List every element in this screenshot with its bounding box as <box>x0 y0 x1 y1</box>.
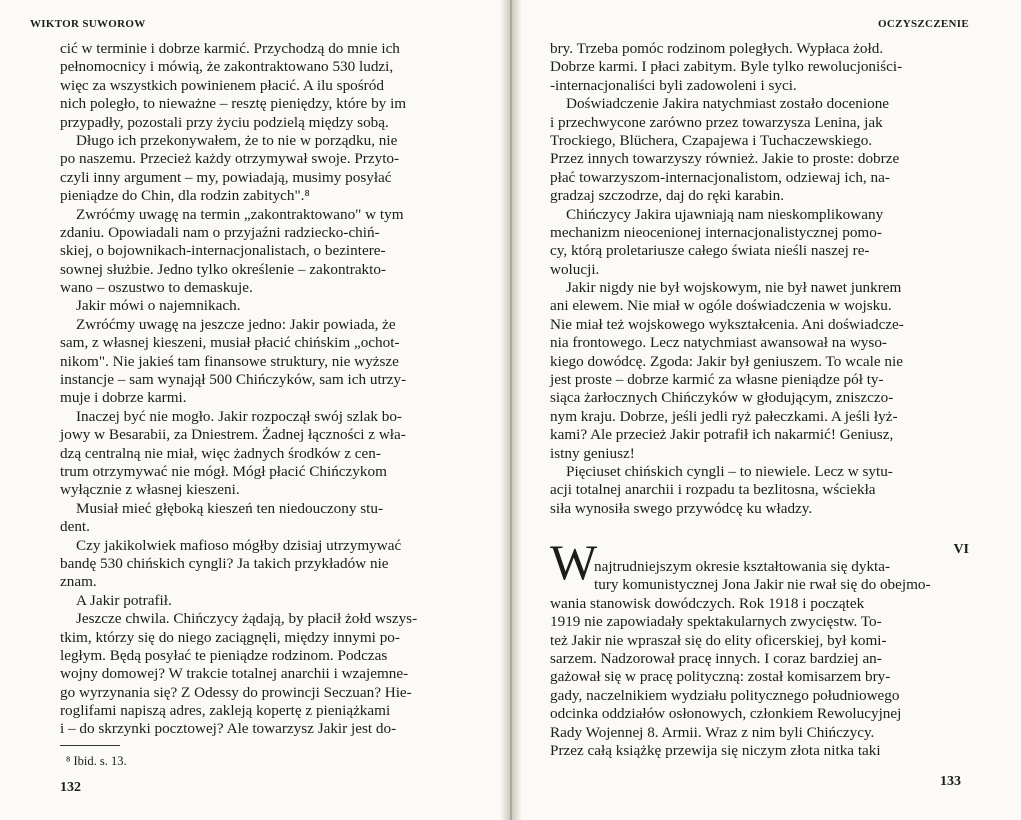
text-line: A Jakir potrafił. <box>76 591 172 609</box>
chapter-text-line: gażował się w pracę polityczną: został komisarzem bry- <box>550 668 891 686</box>
text-line: bandę 530 chińskich cyngli? Ja takich przykładów nie <box>60 554 389 572</box>
text-line: więc za wszystkich powinienem płacić. A ilu spośród <box>60 76 384 94</box>
drop-cap: W <box>550 534 598 590</box>
text-line: pieniądze do Chin, dla rodzin zabitych".⁸ <box>60 187 310 205</box>
text-line: trum otrzymywać nie mógł. Mógł płacić Chińczykom <box>60 462 387 480</box>
text-line: Zwróćmy uwagę na termin „zakontraktowano" w tym <box>76 205 404 223</box>
text-line: znam. <box>60 573 97 591</box>
text-line: roglifami napiszą adres, zakleją kopertę z pieniążkami <box>60 702 391 720</box>
chapter-number: VI <box>953 542 969 557</box>
text-line: czyli inny argument – my, powiadają, musimy posyłać <box>60 168 392 186</box>
page-number-left: 132 <box>60 780 81 795</box>
text-line: po naszemu. Przecież każdy otrzymywał swoje. Przyto- <box>60 150 400 168</box>
page-number-right: 133 <box>940 774 961 789</box>
text-line: przypadły, pozostali przy życiu podzielą między sobą. <box>60 113 389 131</box>
text-line: sownej służbie. Jedno tylko określenie – zakontrakto- <box>60 260 387 278</box>
running-head-title: OCZYSZCZENIE <box>877 18 969 30</box>
text-line: jowy w Besarabii, za Dniestrem. Żadnej łączności z wła- <box>60 426 406 444</box>
text-line: instancje – sam wynajął 500 Chińczyków, sam ich utrzy- <box>60 371 407 389</box>
text-line: nym kraju. Dobrze, jeśli jedli ryż pałeczkami. A jeśli łyż- <box>550 407 898 425</box>
text-line: Zwróćmy uwagę na jeszcze jedno: Jakir powiada, że <box>76 315 396 333</box>
text-line: skiej, o bojownikach-internacjonalistach, o bezintere- <box>60 242 386 260</box>
text-line: Nie miał też wojskowego wykształcenia. Ani doświadcze- <box>550 315 904 333</box>
text-line: i – do skrzynki pocztowej? Ale towarzysz Jakir jest do- <box>60 720 397 738</box>
text-line: cić w terminie i dobrze karmić. Przychodzą do mnie ich <box>60 40 400 57</box>
text-line: nia frontowego. Lecz natychmiast awansował na wyso- <box>550 334 887 352</box>
chapter-text-line: też Jakir nie wpraszał się do elity oficerskiej, był komi- <box>550 631 887 649</box>
text-line: cy, którą proletariusze całego świata nieśli naszej re- <box>550 242 870 260</box>
text-line: Doświadczenie Jakira natychmiast zostało docenione <box>566 95 890 113</box>
text-line: wano – oszustwo to demaskuje. <box>60 279 253 297</box>
text-line: Jeszcze chwila. Chińczycy żądają, by płacił żołd wszys- <box>76 610 418 628</box>
text-line: ani elewem. Nie miał w ogóle doświadczenia w wojsku. <box>550 297 892 315</box>
text-line: siąca żarłocznych Chińczyków w głodującym, zniszczo- <box>550 389 894 407</box>
chapter-text-line: wania stanowisk dowódczych. Rok 1918 i początek <box>550 594 865 612</box>
text-line: istny geniusz! <box>550 444 635 462</box>
footnote-divider <box>60 745 120 746</box>
text-line: tkim, którzy się do niego zaciągnęli, między innymi po- <box>60 628 400 646</box>
text-line: dent. <box>60 518 90 536</box>
text-line: Trockiego, Blüchera, Czapajewa i Tuchaczewskiego. <box>550 131 873 149</box>
text-line: wojny domowej? W trakcie totalnej anarchii i wzajemne- <box>60 665 409 683</box>
text-line: nikom". Nie jakieś tam finansowe struktury, nie wyższe <box>60 352 399 370</box>
text-line: Dobrze karmi. I płaci zabitym. Byle tylko rewolucjoniści- <box>550 58 903 76</box>
footnote: ⁸ Ibid. s. 13. <box>66 754 127 768</box>
book-gutter <box>500 0 522 820</box>
text-line: acji totalnej anarchii i rozpadu ta bezlitosna, wściekła <box>550 481 876 499</box>
text-line: siła wynosiła swego przywódcę ku władzy. <box>550 499 813 517</box>
left-page-body <box>60 40 470 739</box>
text-line: Pięciuset chińskich cyngli – to niewiele. Lecz w sytu- <box>566 462 893 480</box>
text-line: Jakir nigdy nie był wojskowym, nie był nawet junkrem <box>566 279 902 297</box>
chapter-opening <box>550 534 970 760</box>
chapter-text-line: Rady Wojennej 8. Armii. Wraz z nim byli Chińczycy. <box>550 723 875 741</box>
text-line: Chińczycy Jakira ujawniają nam nieskomplikowany <box>566 205 884 223</box>
running-head-author: WIKTOR SUWOROW <box>30 18 146 30</box>
chapter-text-line: tury komunistycznej Jona Jakir nie rwał się do obejmo- <box>594 576 931 594</box>
text-line: gradzaj szczodrze, daj do ręki karabin. <box>550 187 785 205</box>
text-line: kami? Ale przecież Jakir potrafił ich nakarmić! Geniusz, <box>550 426 894 444</box>
chapter-text-line: odcinka oddziałów osłonowych, członkiem Rewolucyjnej <box>550 705 902 723</box>
chapter-text-line: Przez całą książkę przewija się niczym złota nitka taki <box>550 741 881 759</box>
text-line: i przechwycone zarówno przez towarzysza Lenina, jak <box>550 113 883 131</box>
text-line: Czy jakikolwiek mafioso mógłby dzisiaj utrzymywać <box>76 536 402 554</box>
text-line: pełnomocnicy i mówią, że zakontraktowano 530 ludzi, <box>60 58 394 76</box>
right-page-body <box>550 40 970 518</box>
text-line: płać towarzyszom-internacjonalistom, odziewaj ich, na- <box>550 168 890 186</box>
text-line: sam, z własnej kieszeni, musiał płacić chińskim „ochot- <box>60 334 400 352</box>
chapter-text-line: gady, naczelnikiem wydziału politycznego południowego <box>550 686 900 704</box>
text-line: Przez innych towarzyszy również. Jakie to proste: dobrze <box>550 150 900 168</box>
text-line: jest proste – dobrze karmić za własne pieniądze pół ty- <box>550 371 884 389</box>
text-line: nich poległo, to nieważne – resztę pieniędzy, które by im <box>60 95 407 113</box>
text-line: -internacjonaliści byli zadowoleni i syci. <box>550 76 797 94</box>
right-page <box>510 0 1021 820</box>
text-line: zdaniu. Opowiadali nam o przyjaźni radziecko-chiń- <box>60 223 380 241</box>
chapter-text-line: najtrudniejszym okresie kształtowania się dyktа- <box>594 558 891 575</box>
text-line: Jakir mówi o najemnikach. <box>76 297 241 315</box>
text-line: Musiał mieć głęboką kieszeń ten niedouczony stu- <box>76 499 384 517</box>
chapter-text-line: sarzem. Nadzorował pracę innych. I coraz bardziej an- <box>550 649 882 667</box>
chapter-text-line: 1919 nie zapowiadały spektakularnych zwycięstw. To- <box>550 613 882 631</box>
text-line: kiego dowódcę. Zgoda: Jakir był geniuszem. To wcale nie <box>550 352 903 370</box>
text-line: bry. Trzeba pomóc rodzinom poległych. Wypłaca żołd. <box>550 40 884 57</box>
text-line: ległym. Będą posyłać te pieniądze rodzinom. Podczas <box>60 646 388 664</box>
text-line: wyłącznie z własnej kieszeni. <box>60 481 240 499</box>
text-line: dzą centralną nie miał, więc żadnych środków z cen- <box>60 444 381 462</box>
text-line: Długo ich przekonywałem, że to nie w porządku, nie <box>76 131 398 149</box>
left-page <box>0 0 508 820</box>
text-line: muje i dobrze karmi. <box>60 389 187 407</box>
text-line: go wyrzynania się? Z Odessy do prowincji Seczuan? Hie- <box>60 683 412 701</box>
text-line: mechanizm nieocenionej internacjonalistycznej pomo- <box>550 223 882 241</box>
text-line: wolucji. <box>550 260 600 278</box>
text-line: Inaczej być nie mogło. Jakir rozpoczął swój szlak bo- <box>76 407 402 425</box>
